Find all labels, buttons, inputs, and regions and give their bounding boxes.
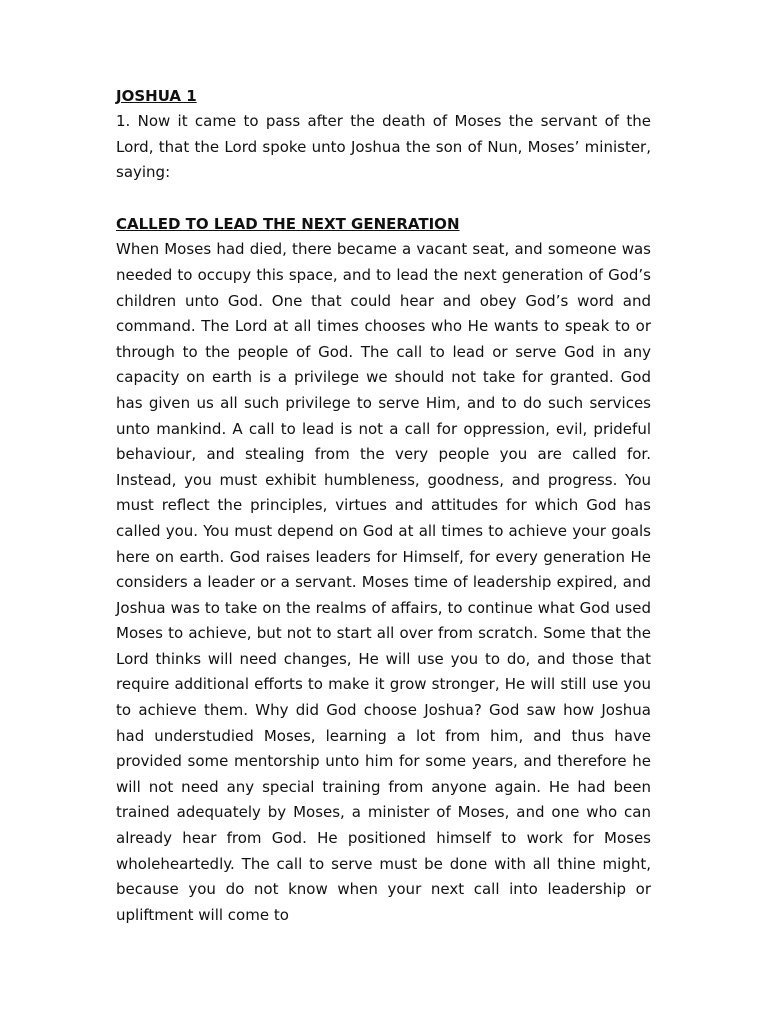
verse-text: 1. Now it came to pass after the death of Moses the servant of the Lord, that the Lord spoke unto Joshua the son of Nun, Moses’ minister, saying:	[116, 112, 651, 182]
chapter-heading: JOSHUA 1	[116, 87, 197, 105]
section-heading: CALLED TO LEAD THE NEXT GENERATION	[116, 215, 460, 234]
paragraph-spacer	[116, 186, 651, 212]
body-paragraph: When Moses had died, there became a vacant seat, and someone was needed to occupy this space, and to lead the next generation of God’s children unto God. One that could hear and obey God’s word and command. The Lord at all times chooses who He wants to speak to or through to the people of God. The call to lead or serve God in any capacity on earth is a privilege we should not take for granted. God has given us all such privilege to serve Him, and to do such services unto mankind. A call to lead is not a call for oppression, evil, prideful behaviour, and stealing from the very people you are called for. Instead, you must exhibit humbleness, goodness, and progress. You must reflect the principles, virtues and attitudes for which God has called you. You must depend on God at all times to achieve your goals here on earth. God raises leaders for Himself, for every generation He considers a leader or a servant. Moses time of leadership expired, and Joshua was to take on the realms of affairs, to continue what God used Moses to achieve, but not to start all over from scratch. Some that the Lord thinks will need changes, He will use you to do, and those that require additional efforts to make it grow stronger, He will still use you to achieve them. Why did God choose Joshua? God saw how Joshua had understudied Moses, learning a lot from him, and thus have provided some mentorship unto him for some years, and therefore he will not need any special training from anyone again. He had been trained adequately by Moses, a minister of Moses, and one who can already hear from God. He positioned himself to work for Moses wholeheartedly. The call to serve must be done with all thine might, because you do not know when your next call into leadership or upliftment will come to	[116, 240, 651, 924]
document-page	[116, 83, 651, 928]
